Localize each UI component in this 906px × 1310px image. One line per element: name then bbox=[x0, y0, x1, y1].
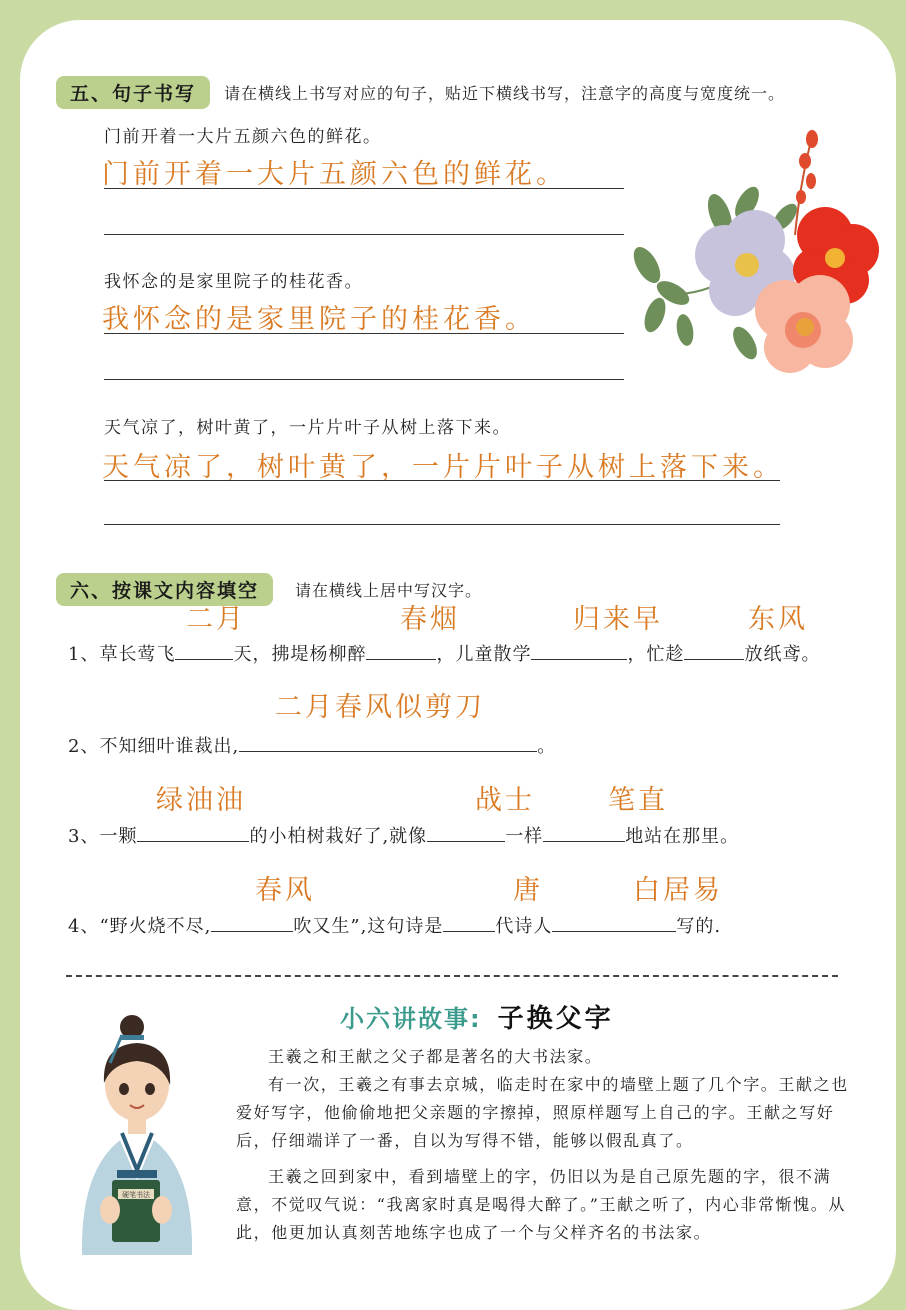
q1-answer-3: 归来早 bbox=[573, 604, 663, 635]
section5-instruction: 请在横线上书写对应的句子，贴近下横线书写，注意字的高度与宽度统一。 bbox=[224, 84, 786, 103]
writing-line[interactable] bbox=[104, 379, 624, 380]
q3-answer-3: 笔直 bbox=[608, 785, 668, 816]
sentence2-printed: 我怀念的是家里院子的桂花香。 bbox=[104, 272, 363, 292]
q1-answer-2: 春烟 bbox=[400, 604, 460, 635]
q3-answer-1: 绿油油 bbox=[156, 785, 246, 816]
section5-tag: 五、句子书写 bbox=[56, 76, 210, 109]
sentence1-printed: 门前开着一大片五颜六色的鲜花。 bbox=[104, 127, 382, 147]
section5-header bbox=[56, 76, 785, 109]
question-2: 2、不知细叶谁裁出, 。 bbox=[68, 732, 556, 758]
story-paragraph: 王羲之和王献之父子都是著名的大书法家。 bbox=[268, 1047, 603, 1066]
story-name: 子换父字 bbox=[497, 1004, 614, 1034]
sentence3-printed: 天气凉了，树叶黄了，一片片叶子从树上落下来。 bbox=[104, 418, 511, 438]
writing-line[interactable] bbox=[104, 524, 780, 525]
q4-answer-3: 白居易 bbox=[633, 875, 723, 906]
q4-answer-2: 唐 bbox=[513, 875, 543, 906]
question-1: 1、草长莺飞 天，拂堤杨柳醉 ，儿童散学 ，忙趁 放纸鸢。 bbox=[68, 640, 820, 666]
writing-line[interactable] bbox=[104, 234, 624, 235]
book-label: 硬笔书法 bbox=[122, 1191, 150, 1199]
story-prefix: 小六讲故事: bbox=[340, 1005, 482, 1033]
sentence2-handwritten: 我怀念的是家里院子的桂花香。 bbox=[102, 304, 536, 335]
q1-answer-1: 二月 bbox=[186, 604, 246, 635]
blank[interactable] bbox=[175, 641, 233, 660]
writing-line[interactable] bbox=[104, 333, 624, 334]
blank[interactable] bbox=[543, 823, 625, 842]
blank[interactable] bbox=[443, 913, 495, 932]
story-paragraph: 王羲之回到家中，看到墙壁上的字，仍旧以为是自己原先题的字，很不满意，不觉叹气说：“我离家时真是喝得大醉了。”王献之听了，内心非常惭愧。从此，他更加认真刻苦地练字也成了一个与父样齐名的书法家。 bbox=[236, 1167, 846, 1242]
sentence3-handwritten: 天气凉了，树叶黄了，一片片叶子从树上落下来。 bbox=[102, 452, 784, 483]
section6-tag: 六、按课文内容填空 bbox=[56, 573, 273, 606]
blank[interactable] bbox=[239, 733, 537, 752]
story-paragraph: 有一次，王羲之有事去京城，临走时在家中的墙壁上题了几个字。王献之也爱好写字，他偷偷地把父亲题的字擦掉，照原样题写上自己的字。王献之写好后，仔细端详了一番，自以为写得不错，能够以假乱真了。 bbox=[236, 1075, 849, 1150]
question-4: 4、“野火烧不尽, 吹又生”,这句诗是 代诗人 写的. bbox=[68, 912, 721, 938]
q1-answer-4: 东风 bbox=[748, 604, 808, 635]
q2-answer-1: 二月春风似剪刀 bbox=[275, 692, 485, 723]
blank[interactable] bbox=[684, 641, 744, 660]
question-3: 3、一颗 的小柏树栽好了,就像 一样 地站在那里。 bbox=[68, 822, 739, 848]
blank[interactable] bbox=[211, 913, 293, 932]
writing-line[interactable] bbox=[104, 480, 780, 481]
section-divider bbox=[66, 975, 838, 977]
writing-line[interactable] bbox=[104, 188, 624, 189]
blank[interactable] bbox=[552, 913, 676, 932]
sentence1-handwritten: 门前开着一大片五颜六色的鲜花。 bbox=[102, 159, 567, 190]
section6-instruction: 请在横线上居中写汉字。 bbox=[295, 581, 483, 600]
blank[interactable] bbox=[531, 641, 627, 660]
boy-reading-icon bbox=[62, 1005, 212, 1255]
story-title bbox=[340, 998, 614, 1035]
blank[interactable] bbox=[427, 823, 505, 842]
blank[interactable] bbox=[366, 641, 436, 660]
q4-answer-1: 春风 bbox=[255, 875, 315, 906]
story-text bbox=[236, 1043, 866, 1247]
blank[interactable] bbox=[137, 823, 249, 842]
q3-answer-2: 战士 bbox=[475, 785, 535, 816]
flower-bouquet-icon bbox=[625, 125, 885, 385]
